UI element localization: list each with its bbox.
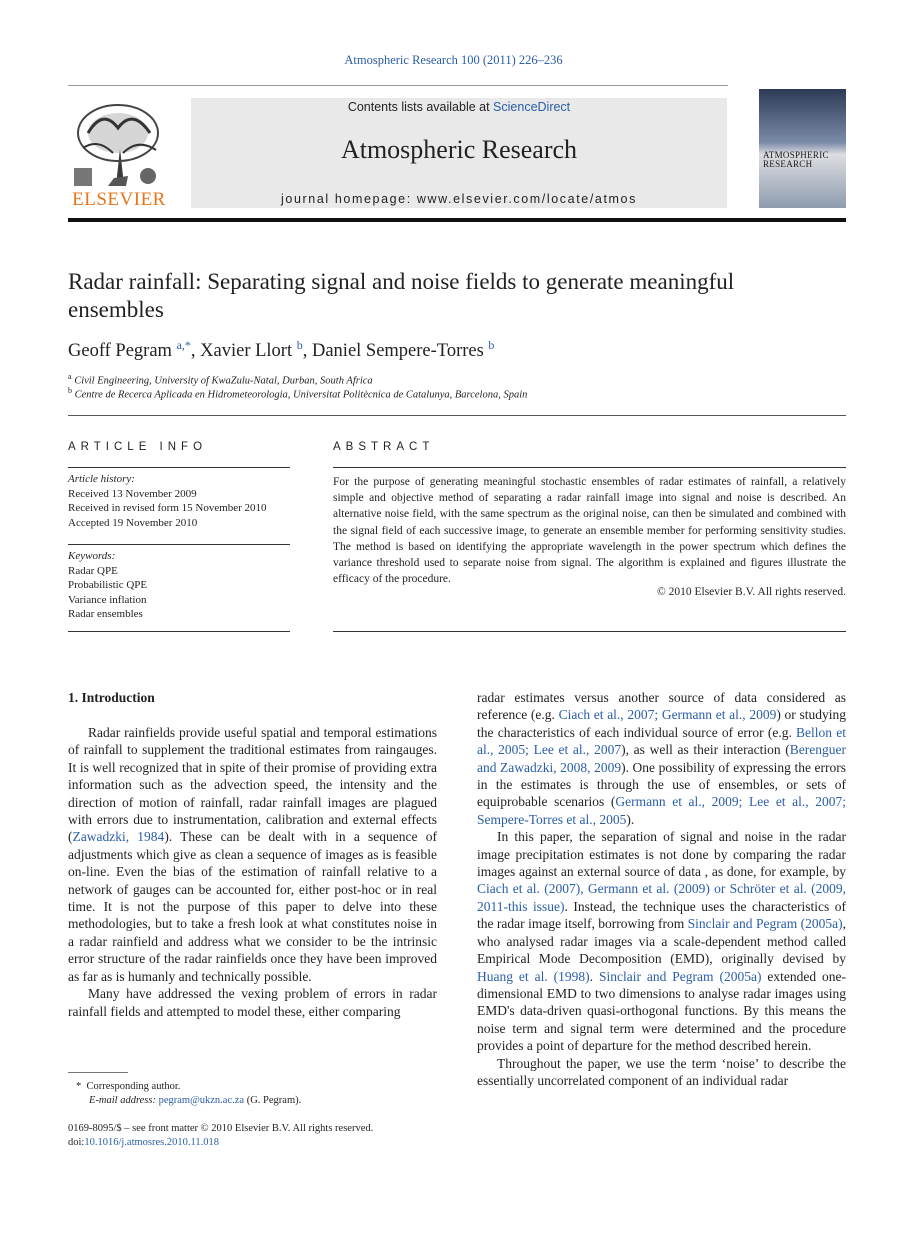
doi-label: doi: [68, 1137, 85, 1148]
affiliation-text: Civil Engineering, University of KwaZulu-Natal, Durban, South Africa [74, 375, 373, 387]
email-footnote [89, 1094, 301, 1109]
history-item: Accepted 19 November 2010 [68, 516, 198, 529]
abstract-heading: ABSTRACT [333, 441, 435, 453]
paragraph [477, 689, 846, 828]
paper-title: Radar rainfall: Separating signal and noise fields to generate meaningful ensembles [68, 269, 735, 322]
corresponding-footnote [76, 1080, 180, 1095]
keyword: Radar ensembles [68, 608, 143, 620]
citation-link[interactable]: Sinclair and Pegram (2005a) [598, 968, 762, 984]
text-run: , who analysed radar images via a scale-dependent method called Empirical Mode Decomposition (EMD), originally devised by [477, 916, 847, 967]
section-rule [68, 415, 846, 416]
article-history [68, 472, 290, 530]
affiliation-sup: b [68, 386, 72, 395]
keywords [68, 549, 290, 622]
author-name: Daniel Sempere-Torres [311, 341, 484, 362]
text-run: Radar rainfields provide useful spatial and temporal estimations of rainfall to supplement the traditional estimates from raingauges. It is well recognized that in spite of their promise of providing extra information such as the advection speed, the intensity and the direction of motion of rainfall, radar rainfall images are plagued with errors due to instrumentation, calibration and external effects ( [68, 725, 437, 845]
text-run: . [589, 968, 599, 984]
issn-line: 0169-8095/$ – see front matter © 2010 Elsevier B.V. All rights reserved. [68, 1123, 374, 1134]
keyword: Radar QPE [68, 564, 118, 577]
affiliation-text: Centre de Recerca Aplicada en Hidrometeorologia, Universitat Politècnica de Catalunya, Barcelona, Spain [74, 389, 528, 401]
citation-link[interactable]: Berenguer and Zawadzki, 2008, 2009 [477, 742, 846, 775]
affiliation [68, 372, 373, 387]
right-column [477, 689, 846, 1089]
journal-homepage[interactable]: journal homepage: www.elsevier.com/locate/atmos [281, 192, 637, 206]
contents-prefix: Contents lists available at [347, 100, 494, 114]
abstract-copyright: © 2010 Elsevier B.V. All rights reserved. [657, 586, 846, 598]
keyword: Probabilistic QPE [68, 579, 148, 591]
text-run: ). One possibility of expressing the errors in the estimates is through the use of ensembles, or sets of equiprobable scenarios ( [477, 759, 846, 810]
cover-title: ATMOSPHERIC RESEARCH [763, 150, 829, 169]
sciencedirect-link[interactable]: ScienceDirect [493, 100, 571, 114]
info-rule [68, 467, 290, 468]
affiliation-sup: a [68, 372, 72, 381]
footnote-rule [68, 1072, 128, 1073]
author-sup[interactable]: b [296, 338, 303, 352]
footnote-text: Corresponding author. [86, 1081, 181, 1092]
abstract-rule [333, 631, 846, 632]
email-link[interactable]: pegram@ukzn.ac.za [158, 1095, 245, 1106]
text-run: ), as well as their interaction ( [621, 742, 790, 758]
header-thick-rule [68, 218, 846, 222]
paragraph [68, 724, 437, 985]
left-column [68, 724, 437, 1020]
header-rule [68, 85, 728, 86]
citation-link[interactable]: Huang et al. (1998) [477, 968, 590, 984]
citation-link[interactable]: Ciach et al., 2007; Germann et al., 2009 [558, 707, 777, 723]
author-list: Geoff Pegram $^{a,*}$, Xavier Llort $^b$, Daniel Sempere-Torres $^b$ [68, 338, 495, 362]
journal-title: Atmospheric Research [340, 135, 578, 164]
text-run: In this paper, the separation of signal and noise in the radar image precipitation estimates is not done by comparing the radar images against an external source of data , as done, for example, by [477, 829, 846, 880]
history-label: Article history: [68, 473, 135, 485]
history-item: Received 13 November 2009 [68, 487, 197, 500]
text-run: extended one-dimensional EMD to two dimensions to analyse radar images using EMD's data-driven quasi-orthogonal functions. By this means the noise term and signal term were determined and the procedure provides a point of departure for the method described herein. [477, 968, 847, 1054]
text-run: ) or studying the characteristics of each individual source of error (e.g. [477, 707, 847, 740]
text-run: ). [626, 811, 635, 827]
journal-citation[interactable]: Atmospheric Research 100 (2011) 226–236 [344, 53, 563, 67]
paragraph: Throughout the paper, we use the term ‘noise’ to describe the essentially uncorrelated component of an individual radar [477, 1055, 846, 1088]
history-item: Received in revised form 15 November 2010 [68, 502, 267, 514]
text-run: ). These can be dealt with in a sequence of adjustments which give as clean a sequence of images as is feasible on-line. Even the bias of the estimation of rainfall relative to a network of gauges can be accounted for, either post-hoc or in real time. It is not the purpose of this paper to delve into these methodologies, but to take a fresh look at what constitutes noise in a radar rainfield and address what we consider to be the intrinsic error structure of the radar rainfields once they have been improved as far as is humanly and technically possible. [68, 829, 437, 984]
keywords-label: Keywords: [68, 550, 116, 562]
text-run: . Instead, the technique uses the characteristics of the radar image itself, borrowing from [477, 898, 846, 932]
email-label: E-mail address: [89, 1095, 159, 1106]
text-run: radar estimates versus another source of data considered as reference (e.g. [477, 690, 846, 723]
abstract-rule [333, 467, 846, 468]
affiliation [68, 386, 527, 401]
section-heading: 1. Introduction [68, 690, 155, 705]
citation-link[interactable]: Ciach et al. (2007), Germann et al. (2009) or Schröter et al. (2009, 2011-this issue) [477, 881, 846, 914]
article-info-heading: ARTICLE INFO [68, 441, 208, 453]
citation-link[interactable]: Sinclair and Pegram (2005a) [687, 916, 843, 932]
citation-link[interactable]: Germann et al., 2009; Lee et al., 2007; Sempere-Torres et al., 2005 [477, 794, 846, 827]
abstract-text: For the purpose of generating meaningful stochastic ensembles of radar estimates of rainfall, a relatively simple and objective method of separating a radar rainfall image into signal and noise is described. An alternative noise field, with the same spectrum as the original noise, can then be simulated and combined with the signal field of each successive image, to generate an ensemble member for performing sensitivity studies. The method is based on identifying the appropriate wavelength in the power spectrum which defines the variance threshold used to separate noise from signal. The algorithm is explained and figures illustrate the efficacy of the procedure. [333, 476, 846, 586]
doi-line [68, 1136, 219, 1151]
author-name: Geoff Pegram [68, 341, 172, 362]
citation-link[interactable]: Bellon et al., 2005; Lee et al., 2007 [477, 724, 847, 758]
author-sup[interactable]: b [488, 338, 495, 352]
citation-link[interactable]: Zawadzki, 1984 [72, 829, 165, 845]
paragraph [477, 828, 846, 1054]
email-suffix: (G. Pegram). [244, 1095, 302, 1106]
asterisk-icon: * [76, 1081, 87, 1092]
publisher-wordmark: ELSEVIER [72, 189, 166, 210]
info-rule [68, 544, 290, 545]
contents-line [191, 100, 727, 114]
journal-cover-image [759, 89, 846, 208]
info-rule [68, 631, 290, 632]
author-sup[interactable]: a,* [176, 338, 191, 352]
keyword: Variance inflation [68, 593, 147, 606]
author-name: Xavier Llort [200, 341, 293, 362]
doi-link[interactable]: 10.1016/j.atmosres.2010.11.018 [84, 1137, 219, 1148]
paragraph: Many have addressed the vexing problem of errors in radar rainfall fields and attempted to model these, either comparing [68, 986, 437, 1019]
